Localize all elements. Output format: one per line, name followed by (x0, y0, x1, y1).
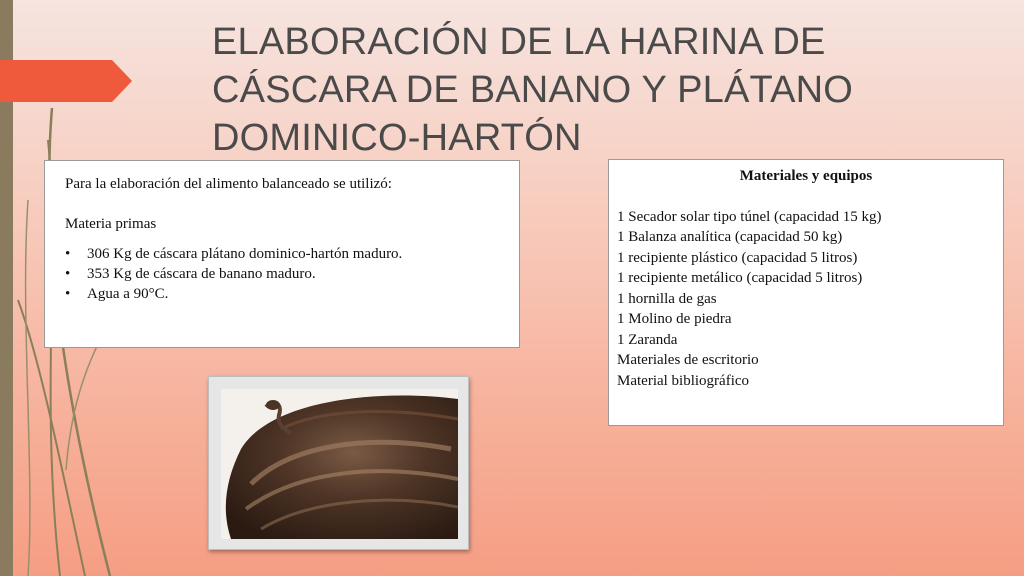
materials-equipment-box (608, 159, 1004, 426)
raw-materials-intro: Para la elaboración del alimento balanceado se utilizó: (65, 176, 392, 192)
list-item-text: Agua a 90°C. (87, 286, 169, 302)
list-item-text: 306 Kg de cáscara plátano dominico-hartón maduro. (87, 246, 403, 262)
raw-materials-box (44, 160, 520, 348)
list-item: 1 hornilla de gas (617, 290, 717, 307)
list-item: 1 Molino de piedra (617, 311, 732, 327)
accent-arrow-tab (0, 60, 132, 102)
list-item: 1 Balanza analítica (capacidad 50 kg) (617, 229, 843, 245)
list-item: 1 Zaranda (617, 331, 678, 348)
list-item: Materiales de escritorio (617, 352, 759, 368)
slide-title (212, 18, 1002, 162)
list-item: 1 recipiente metálico (capacidad 5 litros) (617, 270, 863, 286)
list-item (65, 244, 505, 264)
list-item (65, 264, 505, 284)
list-item (65, 284, 505, 304)
list-item-text: 353 Kg de cáscara de banano maduro. (87, 266, 316, 282)
bullet-icon: • (65, 246, 71, 262)
bullet-icon: • (65, 286, 71, 302)
raw-materials-subheading: Materia primas (65, 216, 157, 232)
title-line-1: ELABORACIÓN DE LA HARINA DE (212, 21, 826, 63)
list-item: 1 Secador solar tipo túnel (capacidad 15 kg) (617, 208, 882, 225)
title-line-3: DOMINICO-HARTÓN (212, 117, 582, 159)
list-item: 1 recipiente plástico (capacidad 5 litros) (617, 249, 858, 266)
list-item: Material bibliográfico (617, 372, 750, 389)
banana-peel-photo (208, 376, 469, 550)
dried-peel-image (221, 389, 458, 539)
bullet-icon: • (65, 266, 71, 282)
materials-heading: Materiales y equipos (739, 168, 873, 184)
title-line-2: CÁSCARA DE BANANO Y PLÁTANO (212, 69, 854, 111)
raw-materials-list (65, 244, 505, 304)
